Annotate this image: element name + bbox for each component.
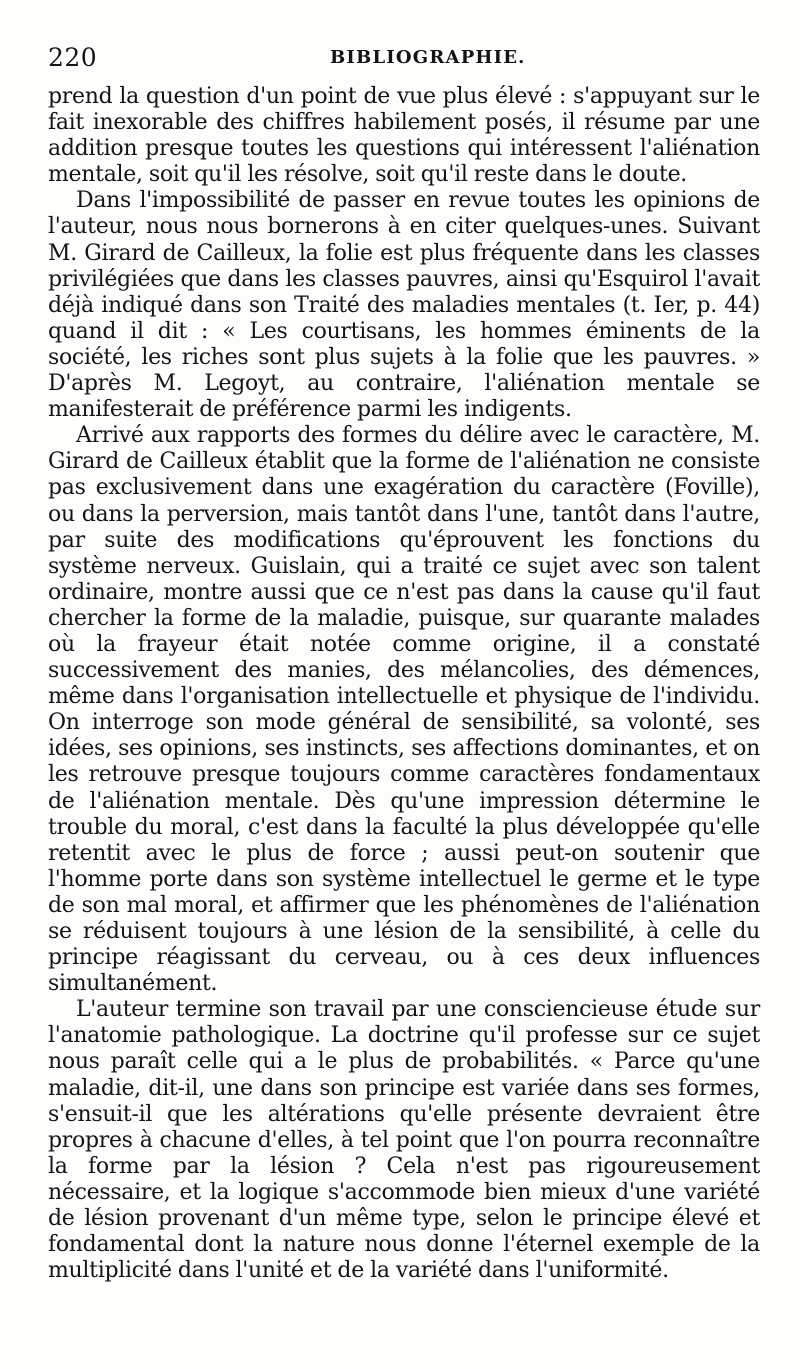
running-head: BIBLIOGRAPHIE. [330,47,526,68]
page-header [48,38,800,78]
paragraph-anatomie: L'auteur termine son travail par une consciencieuse étude sur l'anatomie pathologique. La doctrine qu'il professe sur ce sujet nous paraît celle qui a le plus de probabilités. « Parce qu'une maladie, dit-il, une dans son principe est variée dans ses formes, s'ensuit-il que les altérations qu'elle présente devraient être propres à chacune d'elles, à tel point que l'on pourra reconnaître la forme par la lésion ? Cela n'est pas rigoureusement nécessaire, et la logique s'accommode bien mieux d'une variété de lésion provenant d'un même type, selon le principe élevé et fondamental dont la nature nous donne l'éternel exemple de la multiplicité dans l'unité et de la variété dans l'uniformité. [48,997,760,1284]
body-text [48,84,760,1284]
paragraph-continuation: prend la question d'un point de vue plus élevé : s'appuyant sur le fait inexorable des chiffres habilement posés, il résume par une addition presque toutes les questions qui intéressent l'aliénation mentale, soit qu'il les résolve, soit qu'il reste dans le doute. [48,84,760,188]
page-number: 220 [48,43,98,72]
paragraph-opinions: Dans l'impossibilité de passer en revue toutes les opinions de l'auteur, nous nous bornerons à en citer quelques-unes. Suivant M. Girard de Cailleux, la folie est plus fréquente dans les classes privilégiées que dans les classes pauvres, ainsi qu'Esquirol l'avait déjà indiqué dans son Traité des maladies mentales (t. Ier, p. 44) quand il dit : « Les courtisans, les hommes éminents de la société, les riches sont plus sujets à la folie que les pauvres. » D'après M. Legoyt, au contraire, l'aliénation mentale se manifesterait de préférence parmi les indigents. [48,188,760,423]
paragraph-delire-caractere: Arrivé aux rapports des formes du délire avec le caractère, M. Girard de Cailleux établit que la forme de l'aliénation ne consiste pas exclusivement dans une exagération du caractère (Foville), ou dans la perversion, mais tantôt dans l'une, tantôt dans l'autre, par suite des modifications qu'éprouvent les fonctions du système nerveux. Guislain, qui a traité ce sujet avec son talent ordinaire, montre aussi que ce n'est pas dans la cause qu'il faut chercher la forme de la maladie, puisque, sur quarante malades où la frayeur était notée comme origine, il a constaté successivement des manies, des mélancolies, des démences, même dans l'organisation intellectuelle et physique de l'individu. On interroge son mode général de sensibilité, sa volonté, ses idées, ses opinions, ses instincts, ses affections dominantes, et on les retrouve presque toujours comme caractères fondamentaux de l'aliénation mentale. Dès qu'une impression détermine le trouble du moral, c'est dans la faculté la plus développée qu'elle retentit avec le plus de force ; aussi peut-on soutenir que l'homme porte dans son système intellectuel le germe et le type de son mal moral, et affirmer que les phénomènes de l'aliénation se réduisent toujours à une lésion de la sensibilité, à celle du principe réagissant du cerveau, ou à ces deux influences simultanément. [48,423,760,997]
